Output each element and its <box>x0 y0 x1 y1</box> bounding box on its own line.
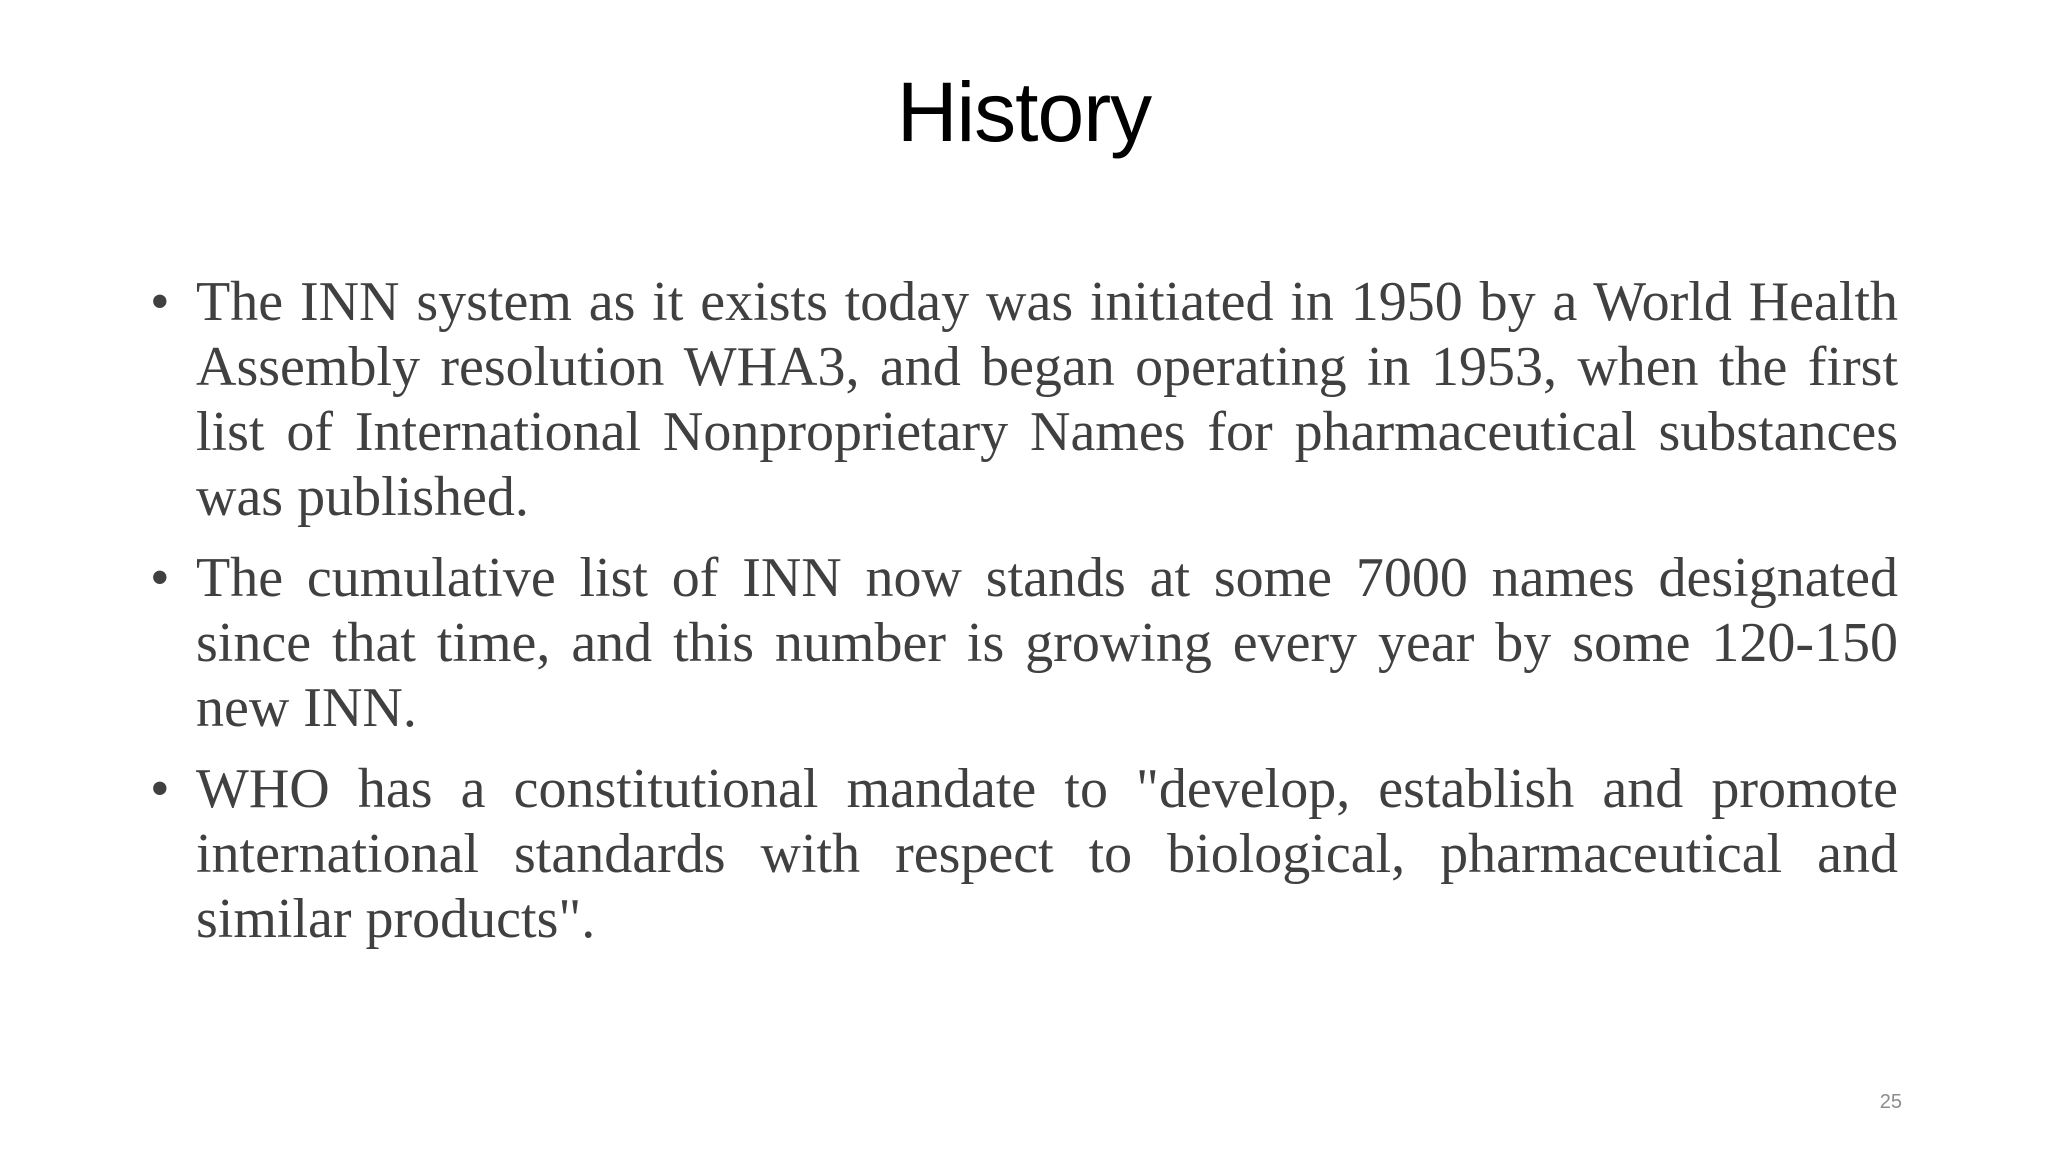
bullet-list <box>150 270 1898 952</box>
bullet-text: The INN system as it exists today was initiated in 1950 by a World Health Assembly resolution WHA3, and began operating in 1953, when the first list of International Nonproprietary Names for pharmaceutical substances was published. <box>196 271 1898 528</box>
slide-title: History <box>896 65 1152 159</box>
bullet-item <box>150 270 1898 530</box>
bullet-marker-icon: • <box>150 758 170 820</box>
bullet-text: The cumulative list of INN now stands at some 7000 names designated since that time, and this number is growing every year by some 120-150 new INN. <box>196 547 1898 739</box>
slide-content <box>150 270 1898 968</box>
bullet-item <box>150 546 1898 741</box>
page-number: 25 <box>1879 1091 1902 1113</box>
bullet-marker-icon: • <box>150 271 170 333</box>
bullet-text: WHO has a constitutional mandate to "develop, establish and promote international standards with respect to biological, pharmaceutical and similar products". <box>196 758 1898 950</box>
bullet-marker-icon: • <box>150 547 170 609</box>
bullet-item <box>150 757 1898 952</box>
